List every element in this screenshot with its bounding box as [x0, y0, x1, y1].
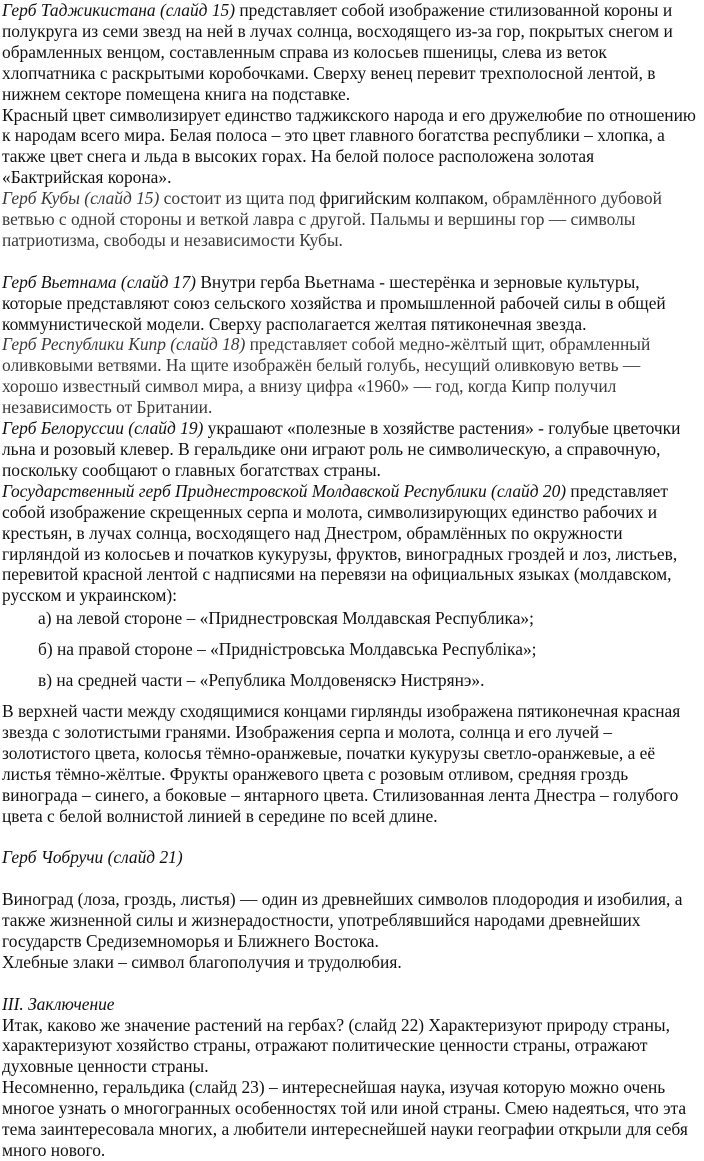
tajik-heading: Герб Таджикистана (слайд 15) [2, 0, 235, 20]
spacer [2, 826, 696, 847]
list-item: а) на левой стороне – «Приднестровская Молдавская Республика»; [38, 608, 534, 629]
belarus-heading: Герб Белоруссии (слайд 19) [2, 418, 204, 439]
cuba-text-a: состоит из щита под [159, 188, 320, 209]
conclusion-paragraph: Итак, каково же значение растений на гербах? (слайд 22) Характеризуют природу страны, характеризуют хозяйство страны, отражают политические ценности страны, отражают духовные ценности страны. [2, 1014, 670, 1077]
vietnam-text: Внутри герба Вьетнама - шестерёнка и зерновые культуры, которые представляют союз сельского хозяйства и промышленной рабочей силы в общей коммунистической модели. Сверху располагается желтая пятиконечная звезда. [2, 271, 666, 334]
tajik-colors-paragraph: Красный цвет символизирует единство таджикского народа и его дружелюбие по отношению к народам всего мира. Белая полоса – это цвет главного богатства республики – хлопка, а также цвет снега и льда в высоких горах. На белой полосе расположена золотая «Бактрийская корона». [2, 104, 696, 188]
pmr-inscription-list [2, 608, 696, 691]
cyprus-heading: Герб Республики Кипр (слайд 18) [2, 334, 246, 355]
cuba-heading: Герб Кубы (слайд 15) [2, 188, 160, 209]
cuba-paragraph [2, 188, 696, 251]
cuba-text-c: , обрамлённого дубовой ветвью с одной стороны и веткой лавра с другой. Пальмы и вершины гор — символы патриотизма, свободы и независимости Кубы. [2, 188, 662, 250]
pmr-paragraph [2, 481, 696, 606]
conclusion-heading: III. Заключение [2, 993, 115, 1014]
tajik-text: представляет собой изображение стилизованной короны и полукруга из семи звезд на ней в лучах солнца, восходящего из-за гор, покрытых снегом и обрамленных венцом, составленным справа из колосьев пшеницы, слева из веток хлопчатника с раскрытыми коробочками. Сверху венец перевит трехполосной лентой, в нижнем секторе помещена книга на подставке. [2, 0, 673, 104]
spacer [2, 973, 696, 994]
cyprus-text: представляет собой медно-жёлтый щит, обрамленный оливковыми ветвями. На щите изображён белый голубь, несущий оливковую ветвь — хорошо известный символ мира, а внизу цифра «1960» — год, когда Кипр получил независимость от Британии. [2, 334, 651, 418]
pmr-text: представляет собой изображение скрещенных серпа и молота, символизирующих единство рабочих и крестьян, в лучах солнца, восходящего над Днестром, обрамлённых по окружности гирляндой из колосьев и початков кукурузы, фруктов, виноградных гроздей и лоз, листьев, перевитой красной лентой с надписями на перевязи на официальных языках (молдавском, русском и украинском): [2, 480, 678, 606]
belarus-text: украшают «полезные в хозяйстве растения» - голубые цветочки льна и розовый клевер. В геральдике они играют роль не символическую, а справочную, поскольку сообщают о главных богатствах страны. [2, 418, 681, 480]
cyprus-paragraph [2, 334, 696, 418]
chobruchi-heading: Герб Чобручи (слайд 21) [2, 847, 183, 868]
list-item: в) на средней части – «Република Молдовеняскэ Нистрянэ». [38, 670, 485, 691]
list-item: б) на правой стороне – «Придністровська Молдавська Республіка»; [38, 639, 537, 660]
chobruchi-paragraph: Виноград (лоза, гроздь, листья) — один из древнейших символов плодородия и изобилия, а также жизненной силы и жизнерадостности, употреблявшийся народами древнейших государств Средиземноморья и Ближнего Востока. [2, 889, 683, 951]
cuba-text-b: фригийским колпаком [319, 188, 484, 209]
pmr-heading: Государственный герб Приднестровской Молдавской Республики (слайд 20) [2, 480, 567, 501]
tajik-paragraph [2, 0, 696, 105]
chobruchi-grain-paragraph: Хлебные злаки – символ благополучия и трудолюбия. [2, 951, 402, 972]
spacer [2, 868, 696, 889]
spacer [2, 251, 696, 272]
final-paragraph: Несомненно, геральдика (слайд 23) – интереснейшая наука, изучая которую можно очень многое узнать о многогранных особенностях той или иной страны. Смею надеяться, что эта тема заинтересовала многих, а любители интереснейшей науки географии открыли для себя много нового. [2, 1077, 688, 1160]
vietnam-paragraph [2, 272, 696, 335]
belarus-paragraph [2, 418, 696, 481]
vietnam-heading: Герб Вьетнама (слайд 17) [2, 271, 196, 292]
pmr-colors-paragraph: В верхней части между сходящимися концами гирлянды изображена пятиконечная красная звезда с золотистыми гранями. Изображения серпа и молота, солнца и его лучей – золотистого цвета, колосья тёмно-оранжевые, початки кукурузы светло-оранжевые, а её листья тёмно-жёлтые. Фрукты оранжевого цвета с розовым отливом, средняя гроздь винограда – синего, а боковые – янтарного цвета. Стилизованная лента Днестра – голубого цвета с белой волнистой линией в середине по всей длине. [2, 700, 681, 826]
